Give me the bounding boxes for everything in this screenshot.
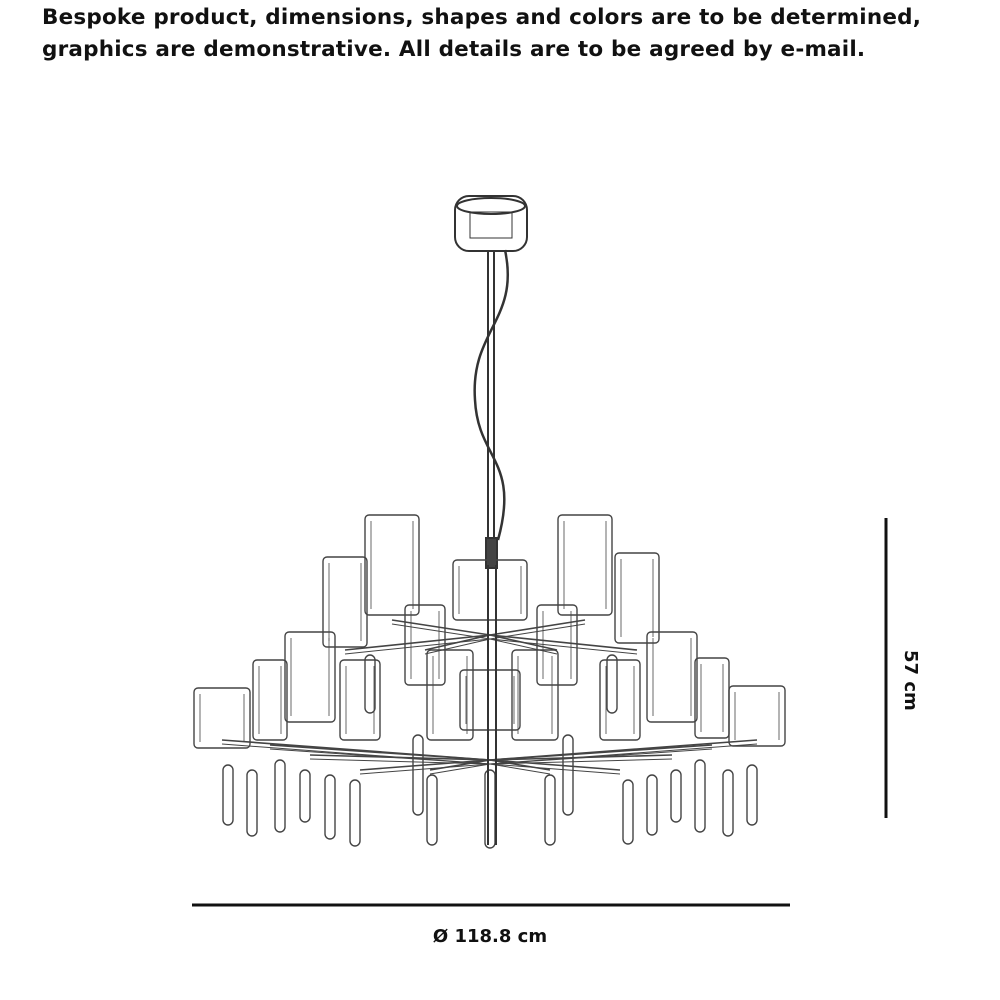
diameter-dimension-label: Ø 118.8 cm: [432, 926, 548, 947]
glass-shade: [647, 632, 697, 722]
glass-shade: [729, 686, 785, 746]
glass-droplet: [300, 770, 310, 822]
glass-droplet: [563, 735, 573, 815]
chandelier-arm: [392, 620, 490, 635]
glass-shade: [512, 650, 558, 740]
chandelier-arm: [425, 635, 490, 650]
glass-droplet: [671, 770, 681, 822]
chandelier-arm: [490, 635, 557, 650]
glass-droplet: [275, 760, 285, 832]
glass-droplet: [223, 765, 233, 825]
glass-shade: [615, 553, 659, 643]
glass-droplet: [723, 770, 733, 836]
glass-droplet: [607, 655, 617, 713]
glass-shade: [194, 688, 250, 748]
glass-shade: [405, 605, 445, 685]
glass-droplet: [623, 780, 633, 844]
glass-droplet: [695, 760, 705, 832]
glass-droplet: [485, 770, 495, 848]
ceiling-canopy: [455, 196, 527, 251]
glass-droplet: [350, 780, 360, 846]
glass-droplet: [647, 775, 657, 835]
suspension-cable: [475, 250, 508, 568]
glass-droplet: [413, 735, 423, 815]
chandelier-arm: [270, 745, 490, 760]
glass-shade: [365, 515, 419, 615]
glass-shade: [285, 632, 335, 722]
glass-droplet: [365, 655, 375, 713]
glass-droplet: [247, 770, 257, 836]
glass-shade: [537, 605, 577, 685]
glass-shade: [323, 557, 367, 647]
glass-shade: [253, 660, 287, 740]
glass-shade: [600, 660, 640, 740]
glass-droplet: [747, 765, 757, 825]
height-dimension-label: 57 cm: [900, 650, 921, 711]
chandelier-arms: [222, 620, 757, 774]
glass-shade: [558, 515, 612, 615]
glass-droplet: [325, 775, 335, 839]
disclaimer-text: Bespoke product, dimensions, shapes and colors are to be determined, graphics are demonstrative. All details are to be agreed by e-mail.: [42, 5, 922, 62]
glass-shade: [460, 670, 520, 730]
glass-shade: [340, 660, 380, 740]
glass-droplet: [545, 775, 555, 845]
glass-shade: [695, 658, 729, 738]
glass-droplet: [427, 775, 437, 845]
